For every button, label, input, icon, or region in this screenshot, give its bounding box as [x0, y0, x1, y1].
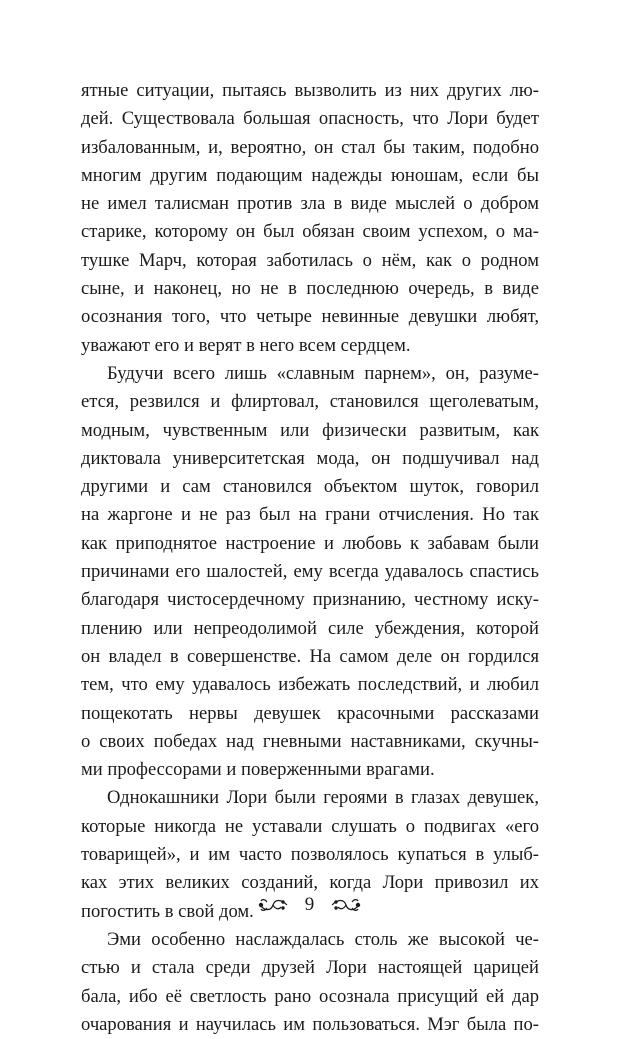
flourish-ornament-icon — [257, 895, 289, 915]
text-line: о своих победах над гневными наставниками, скучны- — [81, 730, 539, 752]
text-line: плению или непреодолимой силе убеждения, которой — [81, 617, 539, 639]
text-line: стью и стала среди друзей Лори настоящей царицей — [81, 957, 539, 979]
text-line: погостить в свой дом. — [81, 900, 254, 922]
paragraph — [81, 360, 539, 784]
text-line: ется, резвился и флиртовал, становился щеголеватым, — [81, 391, 539, 413]
text-line: дей. Существовала большая опасность, что Лори будет — [81, 108, 539, 130]
text-line: товарищей», и им часто позволялось купаться в улыб- — [81, 844, 539, 866]
text-line: Эми особенно наслаждалась столь же высокой че- — [107, 928, 539, 950]
text-line: пощекотать нервы девушек красочными рассказами — [81, 702, 539, 724]
text-line: модным, чувственным или физически развитым, как — [81, 419, 539, 441]
text-line: тем, что ему удавалось избежать последствий, и любил — [81, 674, 539, 696]
text-line: осознания того, что четыре невинные девушки любят, — [81, 306, 539, 328]
text-line: на жаргоне и не раз был на грани отчисления. Но так — [81, 504, 539, 526]
text-line: ках этих великих созданий, когда Лори привозил их — [81, 872, 539, 894]
text-line: другими и сам становился объектом шуток, говорил — [81, 476, 539, 498]
text-line: причинами его шалостей, ему всегда удавалось спастись — [81, 561, 539, 583]
text-line: диктовала университетская мода, он подшучивал над — [81, 447, 539, 469]
text-line: сыне, и наконец, но не в последнюю очередь, в виде — [81, 278, 539, 300]
text-line: бала, ибо её светлость рано осознала присущий ей дар — [81, 985, 539, 1007]
text-line: старике, которому он был обязан своим успехом, о ма- — [81, 221, 539, 243]
paragraph — [81, 926, 539, 1039]
text-line: которые никогда не уставали слушать о подвигах «его — [81, 815, 539, 837]
page-footer — [0, 890, 619, 920]
text-line: Однокашники Лори были героями в глазах девушек, — [107, 787, 539, 809]
text-line: не имел талисман против зла в виде мыслей о добром — [81, 193, 539, 215]
text-line: многим другим подающим надежды юношам, если бы — [81, 164, 539, 186]
paragraph — [81, 77, 539, 360]
text-line: очарования и научилась им пользоваться. Мэг была по- — [81, 1013, 539, 1035]
text-line: Будучи всего лишь «славным парнем», он, разуме- — [107, 362, 539, 384]
text-line: ми профессорами и поверженными врагами. — [81, 759, 435, 781]
flourish-ornament-icon — [330, 895, 362, 915]
text-line: ятные ситуации, пытаясь вызволить из них других лю- — [81, 80, 539, 101]
text-line: благодаря чистосердечному признанию, честному иску- — [81, 589, 539, 611]
text-line: уважают его и верят в него всем сердцем. — [81, 334, 411, 356]
page-number: 9 — [304, 894, 315, 915]
text-line: как приподнятое настроение и любовь к забавам были — [81, 532, 539, 554]
text-line: избалованным, и, вероятно, он стал бы таким, подобно — [81, 136, 539, 158]
text-line: тушке Марч, которая заботилась о нём, как о родном — [81, 249, 539, 271]
text-line: он владел в совершенстве. На самом деле он гордился — [81, 645, 539, 667]
